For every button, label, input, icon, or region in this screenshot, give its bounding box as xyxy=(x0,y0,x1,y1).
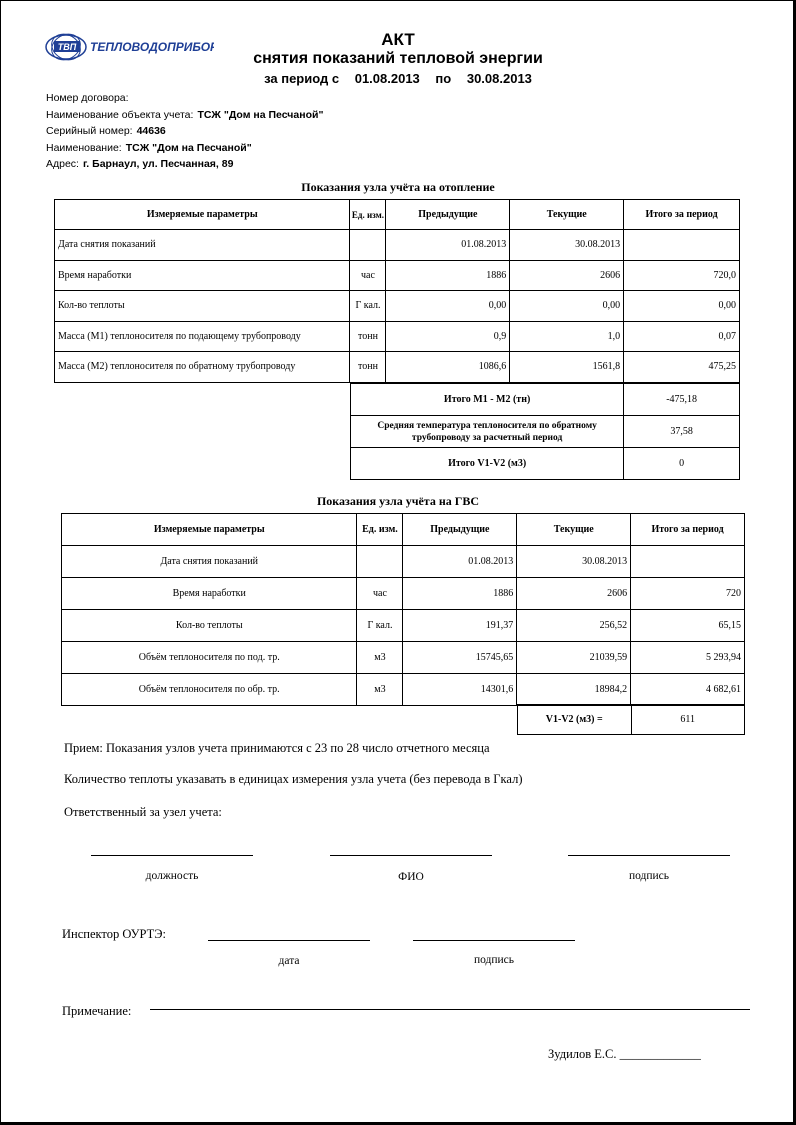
heating-table xyxy=(54,199,740,383)
logo-emblem-text: ТВП xyxy=(57,42,77,52)
signature2-line xyxy=(413,940,575,941)
author-line: Зудилов Е.С. _____________ xyxy=(548,1047,701,1061)
inspector-label: Инспектор ОУРТЭ: xyxy=(62,927,166,941)
table-row: Время наработки час 1886 2606 720,0 xyxy=(55,260,740,291)
logo-text: ТЕПЛОВОДОПРИБОР xyxy=(90,40,214,54)
table-row: Кол-во теплоты Г кал. 0,00 0,00 0,00 xyxy=(55,291,740,322)
heating-header-row xyxy=(55,200,740,230)
col-header: Итого за период xyxy=(624,200,740,230)
position-line xyxy=(91,855,253,856)
period-label: за период с xyxy=(264,71,340,86)
period-to: 30.08.2013 xyxy=(466,71,532,86)
gvs-section-title: Показания узла учёта на ГВС xyxy=(316,494,480,508)
period-from: 01.08.2013 xyxy=(354,71,420,86)
heating-summary-table xyxy=(350,383,740,480)
quantity-note: Количество теплоты указавать в единицах измерения узла учета (без перевода в Гкал) xyxy=(64,772,523,786)
table-row: Масса (М1) теплоносителя по подающему трубопроводу тонн 0,9 1,0 0,07 xyxy=(55,321,740,352)
address-line: Адрес: г. Барнаул, ул. Песчанная, 89 xyxy=(46,158,234,170)
table-row: Объём теплоносителя по под. тр. м3 15745,65 21039,59 5 293,94 xyxy=(62,642,745,674)
doc-subtitle: снятия показаний тепловой энергии xyxy=(253,50,543,67)
serial-line: Серийный номер: 44636 xyxy=(46,125,166,137)
col-header: Предыдущие xyxy=(386,200,510,230)
date-line xyxy=(208,940,370,941)
period-to-label: по xyxy=(435,71,452,86)
doc-period xyxy=(0,71,796,86)
fio-caption: ФИО xyxy=(398,871,424,883)
summary-row: Средняя температура теплоносителя по обратному трубопроводу за расчетный период 37,58 xyxy=(351,416,740,448)
receive-note: Прием: Показания узлов учета принимаются с 23 по 28 число отчетного месяца xyxy=(64,741,490,755)
name-line: Наименование: ТСЖ "Дом на Песчаной" xyxy=(46,142,252,154)
col-header: Текущие xyxy=(517,514,631,546)
doc-title: АКТ xyxy=(381,30,415,49)
col-header: Ед. изм. xyxy=(350,200,386,230)
col-header: Измеряемые параметры xyxy=(62,514,357,546)
table-row: Кол-во теплоты Г кал. 191,37 256,52 65,15 xyxy=(62,610,745,642)
fio-line xyxy=(330,855,492,856)
col-header: Предыдущие xyxy=(403,514,517,546)
table-row: Масса (М2) теплоносителя по обратному трубопроводу тонн 1086,6 1561,8 475,25 xyxy=(55,352,740,383)
remark-line xyxy=(150,1009,750,1010)
col-header: Ед. изм. xyxy=(357,514,403,546)
contract-line: Номер договора: xyxy=(46,92,129,104)
col-header: Измеряемые параметры xyxy=(55,200,350,230)
gvs-summary-table xyxy=(517,704,745,735)
gvs-header-row xyxy=(62,514,745,546)
object-line: Наименование объекта учета: ТСЖ "Дом на Песчаной" xyxy=(46,109,324,121)
table-row: Время наработки час 1886 2606 720 xyxy=(62,578,745,610)
summary-row: Итого М1 - М2 (тн) -475,18 xyxy=(351,384,740,416)
position-caption: должность xyxy=(145,870,199,882)
heating-section-title: Показания узла учёта на отопление xyxy=(301,180,495,194)
table-row: Дата снятия показаний 01.08.2013 30.08.2013 xyxy=(55,230,740,261)
col-header: Текущие xyxy=(510,200,624,230)
gvs-table xyxy=(61,513,745,706)
summary-row: V1-V2 (м3) = 611 xyxy=(518,705,745,735)
summary-row: Итого V1-V2 (м3) 0 xyxy=(351,448,740,480)
responsible-label: Ответственный за узел учета: xyxy=(64,805,222,819)
signature-caption: подпись xyxy=(628,870,670,882)
date-caption: дата xyxy=(278,955,300,967)
table-row: Объём теплоносителя по обр. тр. м3 14301,6 18984,2 4 682,61 xyxy=(62,674,745,706)
remark-label: Примечание: xyxy=(62,1004,132,1018)
col-header: Итого за период xyxy=(631,514,745,546)
signature-line xyxy=(568,855,730,856)
signature2-caption: подпись xyxy=(473,954,515,966)
table-row: Дата снятия показаний 01.08.2013 30.08.2013 xyxy=(62,546,745,578)
